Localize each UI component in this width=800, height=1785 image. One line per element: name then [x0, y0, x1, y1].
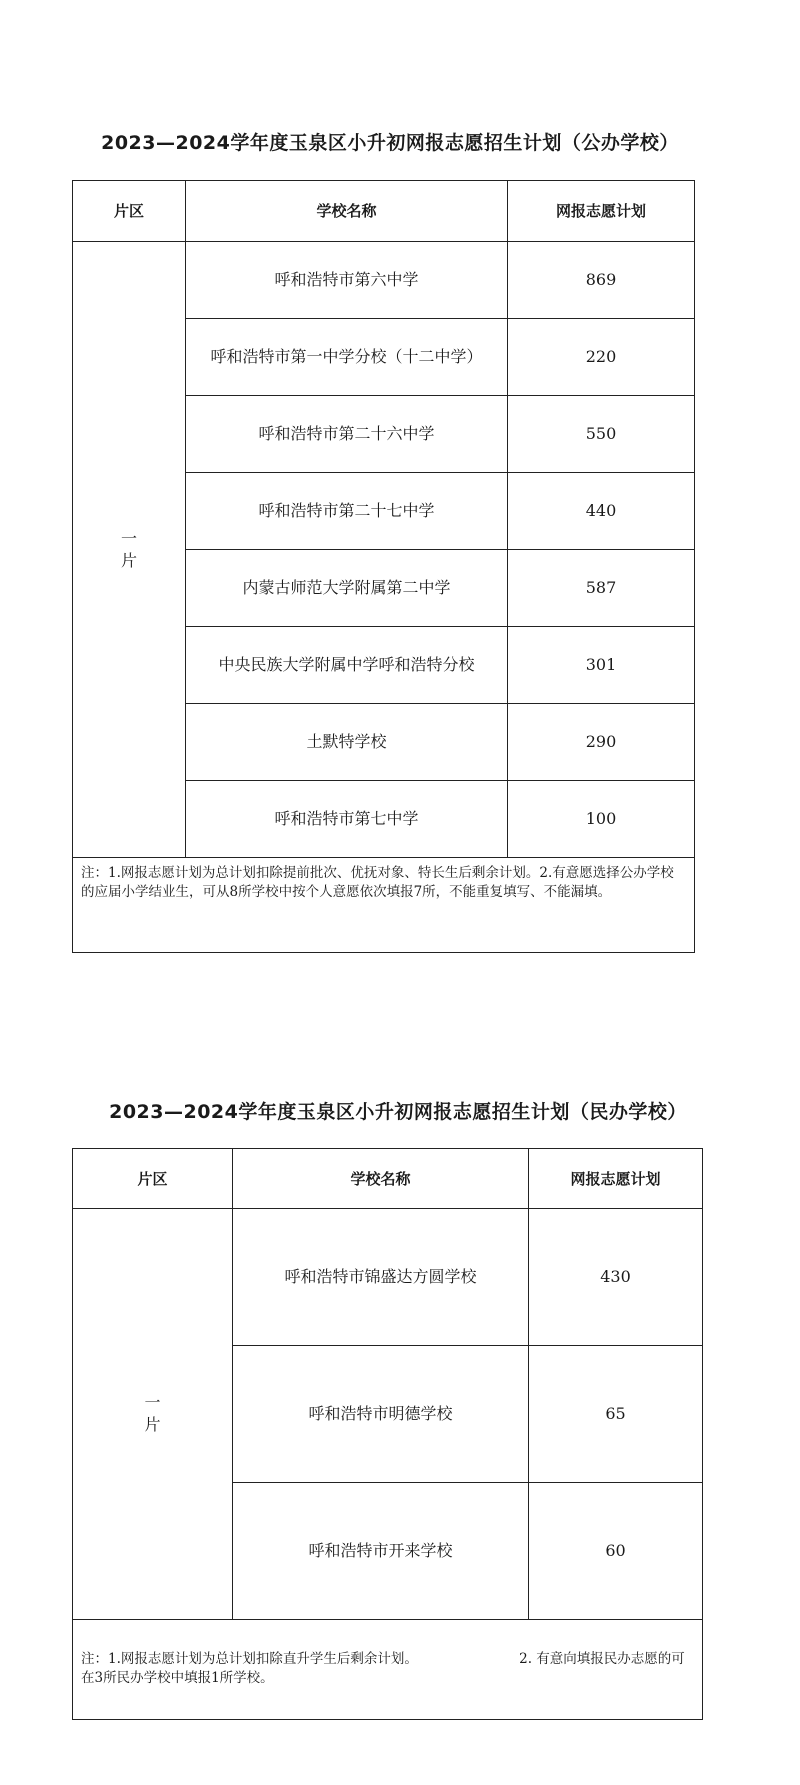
school-name: 呼和浩特市第七中学: [186, 781, 508, 858]
plan-count: 301: [508, 627, 695, 704]
header-district: 片区: [73, 1149, 233, 1209]
district-char: 片: [120, 550, 137, 570]
plan-count: 550: [508, 396, 695, 473]
plan-count: 869: [508, 242, 695, 319]
table-note: 注：1.网报志愿计划为总计划扣除提前批次、优抚对象、特长生后剩余计划。2.有意愿选择公办学校的应届小学结业生，可从8所学校中按个人意愿依次填报7所，不能重复填写、不能漏填。: [73, 858, 695, 953]
page-title-public: 2023—2024学年度玉泉区小升初网报志愿招生计划（公办学校）: [101, 132, 679, 154]
district-cell: [73, 1209, 233, 1620]
school-name: 中央民族大学附属中学呼和浩特分校: [186, 627, 508, 704]
plan-count: 220: [508, 319, 695, 396]
school-name: 土默特学校: [186, 704, 508, 781]
header-school-name: 学校名称: [233, 1149, 529, 1209]
header-plan: 网报志愿计划: [508, 181, 695, 242]
table-note: 注：1.网报志愿计划为总计划扣除直升学生后剩余计划。 2. 有意向填报民办志愿的可在3所民办学校中填报1所学校。: [73, 1620, 703, 1720]
school-name: 呼和浩特市第六中学: [186, 242, 508, 319]
district-char: 片: [144, 1415, 161, 1434]
header-district: 片区: [73, 181, 186, 242]
school-name: 呼和浩特市第一中学分校（十二中学）: [186, 319, 508, 396]
note-row: [73, 1620, 703, 1720]
header-school-name: 学校名称: [186, 181, 508, 242]
plan-count: 440: [508, 473, 695, 550]
school-name: 呼和浩特市开来学校: [233, 1483, 529, 1620]
school-name: 呼和浩特市第二十七中学: [186, 473, 508, 550]
district-char: 一: [120, 528, 137, 548]
plan-count: 60: [529, 1483, 703, 1620]
plan-count: 290: [508, 704, 695, 781]
private-plan-table: [72, 1148, 703, 1720]
district-char: 一: [144, 1393, 161, 1412]
plan-count: 100: [508, 781, 695, 858]
header-plan: 网报志愿计划: [529, 1149, 703, 1209]
table-row: [73, 242, 695, 319]
school-name: 呼和浩特市明德学校: [233, 1346, 529, 1483]
page-title-private: 2023—2024学年度玉泉区小升初网报志愿招生计划（民办学校）: [109, 1101, 687, 1123]
district-cell: [73, 242, 186, 858]
school-name: 内蒙古师范大学附属第二中学: [186, 550, 508, 627]
plan-count: 65: [529, 1346, 703, 1483]
table-row: [73, 1209, 703, 1346]
note-row: [73, 858, 695, 953]
school-name: 呼和浩特市锦盛达方圆学校: [233, 1209, 529, 1346]
table-header-row: [73, 1149, 703, 1209]
public-plan-table: [72, 180, 695, 953]
school-name: 呼和浩特市第二十六中学: [186, 396, 508, 473]
plan-count: 587: [508, 550, 695, 627]
table-header-row: [73, 181, 695, 242]
plan-count: 430: [529, 1209, 703, 1346]
